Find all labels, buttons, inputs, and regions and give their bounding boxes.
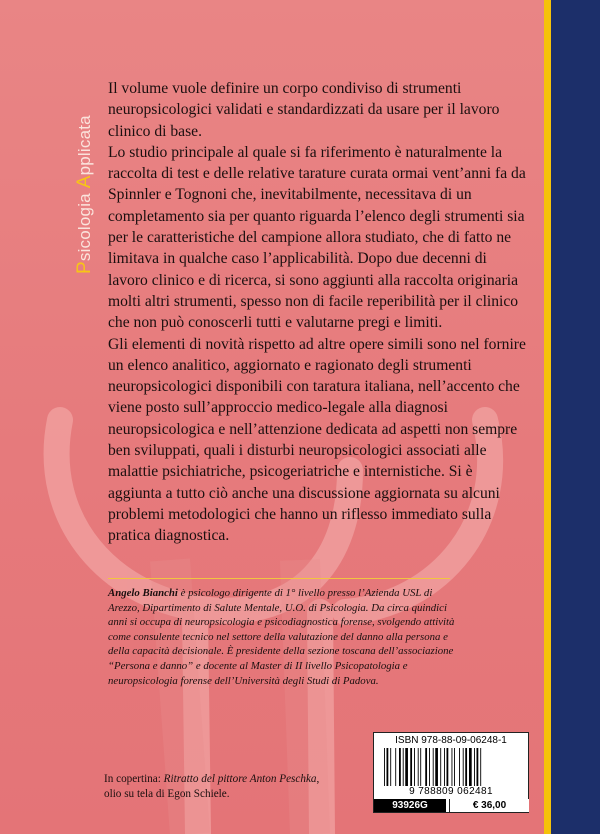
barcode-digits: 9 788809 062481 [409,786,493,797]
isbn-text: ISBN 978-88-09-06248-1 [395,735,507,746]
author-bio [108,586,460,688]
barcode-label [373,732,529,813]
description-paragraph: Lo studio principale al quale si fa riferimento è naturalmente la raccolta di test e delle relative tarature curata ormai vent’anni fa da Spinnler e Tognoni che, inevitabilmente, necessitava di un completamento sia per quanto riguarda l’elenco degli strumenti sia per le caratteristiche del campione allora studiato, che di fatto ne limitava in qualche caso l’applicabilità. Dopo due decenni di lavoro clinico e di ricerca, si sono aggiunti alla raccolta originaria molti altri strumenti, spesso non di facile reperibilità per il clinico che non può conoscerli tutti e valutarne pregi e limiti. [108,143,526,332]
series-title [72,76,98,274]
credit-prefix: In copertina: [104,773,164,785]
description-paragraph: Gli elementi di novità rispetto ad altre opere simili sono nel fornire un elenco analitico, aggiornato e ragionato degli strumenti neuropsicologici disponibili con taratura italiana, nell’accento che viene posto sull’approccio medico-legale alla diagnosi neuropsicologica e nell’attenzione dedicata ad aspetti non sempre ben sviluppati, quali i disturbi neuropsicologici associati alle malattie psichiatriche, psicogeriatriche e internistiche. Si è aggiunta a tutto ciò anche una discussione aggiornata su alcuni problemi metodologici che hanno un riflesso immediato sulla pratica diagnostica. [108,335,526,545]
divider [108,578,450,579]
credit-line2: olio su tela di Egon Schiele. [104,788,230,800]
series-initial: P [74,261,95,274]
spine-stripe-yellow [544,0,551,834]
description [108,78,528,547]
description-paragraph: Il volume vuole definire un corpo condiviso di strumenti neuropsicologici validati e standardizzati da usare per il lavoro clinico di base. [108,80,500,140]
series-word2: pplicata [75,115,94,176]
barcode-bars [384,748,520,786]
spine-stripe-blue [551,0,600,834]
price: € 36,00 [449,799,529,812]
series-initial-2: A [74,175,95,189]
author-name: Angelo Bianchi [108,587,178,599]
credit-artwork-title: Ritratto del pittore Anton Peschka [163,773,317,785]
author-bio-text: è psicologo dirigente di 1° livello presso l’Azienda USL di Arezzo, Dipartimento di Salute Mentale, U.O. di Psicologia. Da circa quindici anni si occupa di neuropsicologia e psicodiagnostica forense, svolgendo attività come consulente tecnico nel settore della valutazione del danno alla persona e della capacità decisionale. È presidente della sezione toscana dell’associazione “Persona e danno” e docente al Master di II livello Psicopatologia e neuropsicologia forense dell’Università degli Studi di Padova. [108,587,455,687]
series-word1: sicologia [75,188,94,262]
cover-credit [104,772,344,802]
credit-suffix: , [316,773,320,785]
product-code: 93926G [374,799,446,812]
